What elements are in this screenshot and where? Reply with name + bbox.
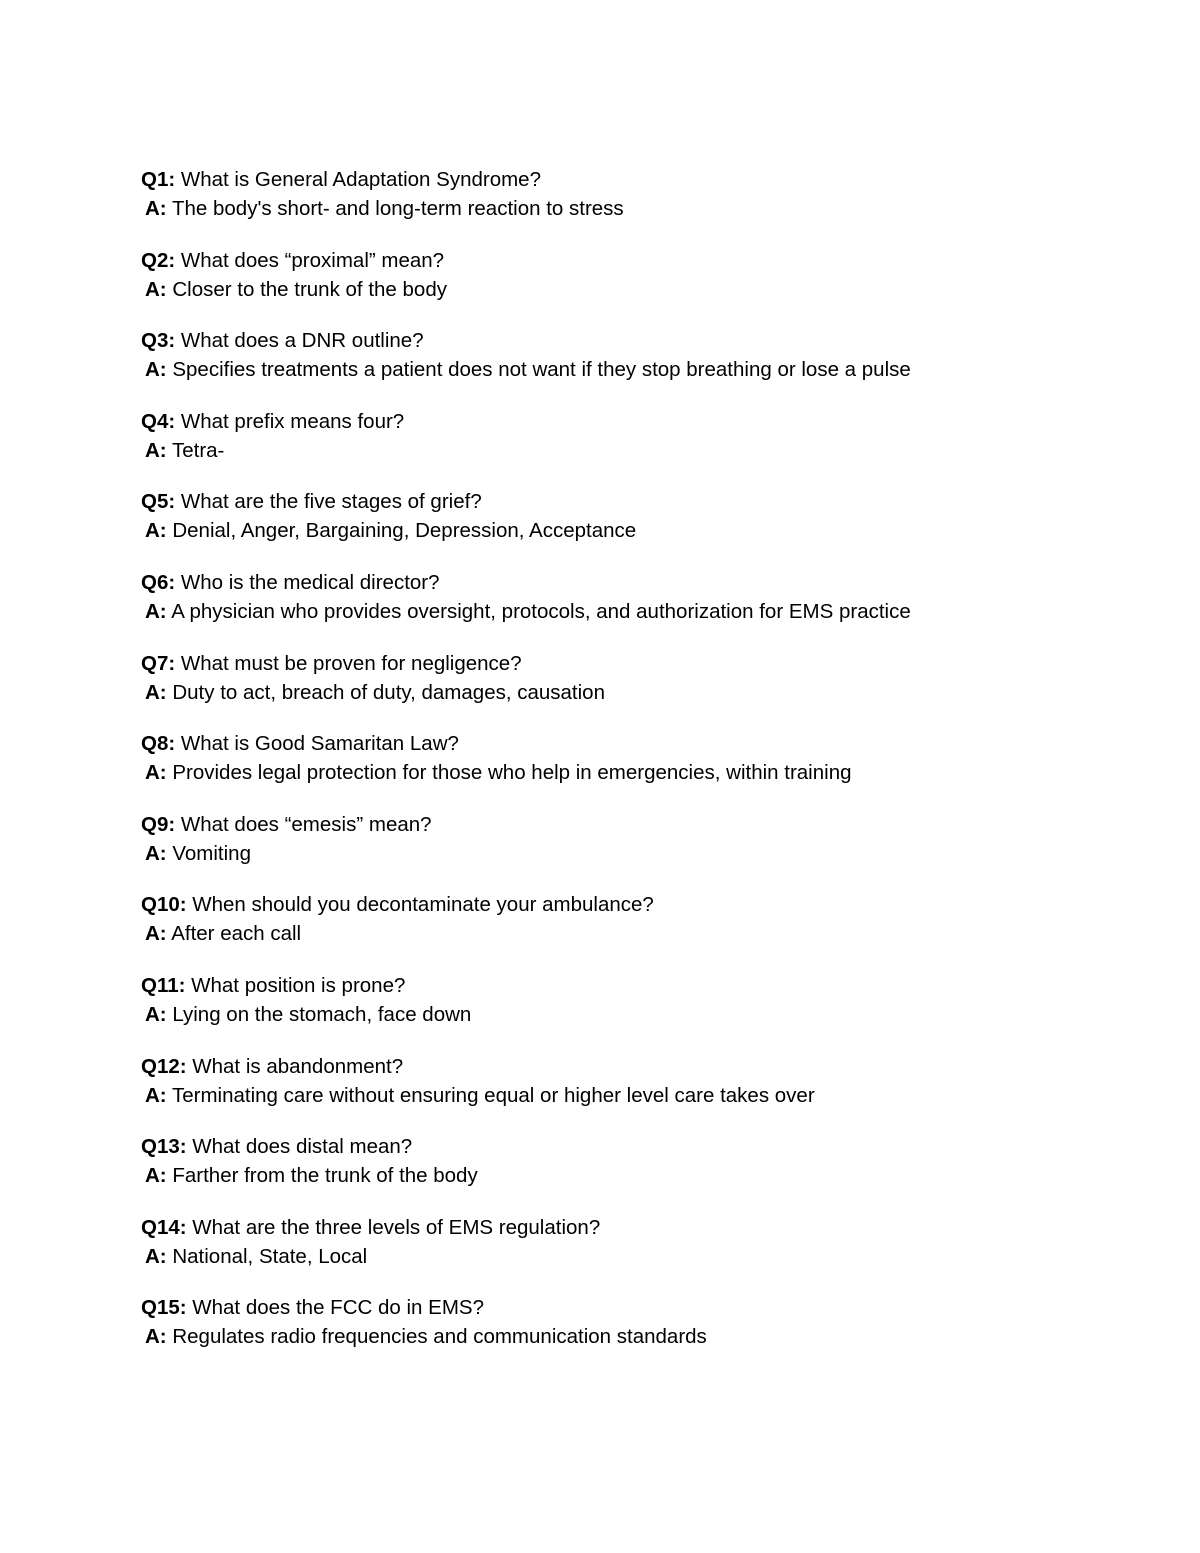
- question-label: Q2:: [141, 248, 176, 272]
- answer-text: Tetra-: [171, 438, 225, 462]
- question-text: What is abandonment?: [192, 1054, 404, 1078]
- question-text: What are the five stages of grief?: [180, 490, 482, 514]
- question-line: [141, 1132, 1041, 1161]
- qa-item: [141, 487, 1041, 568]
- question-line: [141, 810, 1041, 839]
- question-label: Q11:: [141, 973, 186, 997]
- question-text: What must be proven for negligence?: [180, 651, 522, 675]
- qa-list: [141, 165, 1041, 1374]
- answer-line: [141, 758, 1041, 787]
- answer-text: Terminating care without ensuring equal or higher level care takes over: [171, 1083, 815, 1107]
- question-text: What does a DNR outline?: [180, 329, 424, 353]
- question-text: Who is the medical director?: [180, 570, 440, 594]
- answer-label: A:: [145, 761, 167, 785]
- qa-item: [141, 1132, 1041, 1213]
- answer-text: Lying on the stomach, face down: [172, 1002, 472, 1026]
- question-text: What does distal mean?: [192, 1135, 413, 1159]
- question-text: What is Good Samaritan Law?: [180, 732, 459, 756]
- answer-line: [141, 1000, 1041, 1029]
- question-line: [141, 487, 1041, 516]
- qa-item: [141, 326, 1041, 407]
- question-line: [141, 326, 1041, 355]
- question-text: What does the FCC do in EMS?: [192, 1296, 484, 1320]
- answer-label: A:: [145, 1002, 167, 1026]
- answer-line: [141, 516, 1041, 545]
- answer-label: A:: [145, 197, 167, 220]
- answer-text: The body's short- and long-term reaction to stress: [171, 197, 624, 220]
- question-label: Q9:: [141, 812, 176, 836]
- question-label: Q8:: [141, 732, 176, 756]
- qa-item: [141, 246, 1041, 327]
- question-label: Q5:: [141, 490, 176, 514]
- question-label: Q6:: [141, 570, 176, 594]
- qa-item: [141, 407, 1041, 488]
- answer-line: [141, 1242, 1041, 1271]
- qa-item: [141, 1213, 1041, 1294]
- answer-label: A:: [145, 358, 167, 382]
- qa-item: [141, 568, 1041, 649]
- question-text: What is General Adaptation Syndrome?: [180, 168, 541, 191]
- question-label: Q10:: [141, 893, 187, 917]
- answer-label: A:: [145, 1244, 167, 1268]
- answer-label: A:: [145, 1164, 167, 1188]
- answer-line: [141, 1161, 1041, 1190]
- qa-item: [141, 810, 1041, 891]
- answer-text: Vomiting: [172, 841, 251, 865]
- question-label: Q7:: [141, 651, 176, 675]
- qa-item: [141, 971, 1041, 1052]
- qa-item: [141, 649, 1041, 730]
- question-label: Q4:: [141, 409, 176, 433]
- answer-label: A:: [145, 519, 167, 543]
- question-line: [141, 165, 1041, 194]
- question-label: Q3:: [141, 329, 176, 353]
- answer-label: A:: [145, 1083, 167, 1107]
- qa-item: [141, 729, 1041, 810]
- answer-line: [141, 597, 1041, 626]
- question-line: [141, 971, 1041, 1000]
- question-text: What prefix means four?: [180, 409, 405, 433]
- answer-label: A:: [145, 922, 167, 946]
- question-text: What does “emesis” mean?: [180, 812, 432, 836]
- question-line: [141, 1213, 1041, 1242]
- question-line: [141, 246, 1041, 275]
- answer-line: [141, 355, 1041, 384]
- question-line: [141, 890, 1041, 919]
- answer-text: Specifies treatments a patient does not want if they stop breathing or lose a pulse: [172, 358, 911, 382]
- answer-line: [141, 839, 1041, 868]
- answer-text: Provides legal protection for those who help in emergencies, within training: [172, 761, 852, 785]
- qa-item: [141, 165, 1041, 246]
- question-text: What position is prone?: [191, 973, 406, 997]
- answer-text: Closer to the trunk of the body: [172, 277, 447, 301]
- answer-text: Duty to act, breach of duty, damages, causation: [172, 680, 605, 704]
- answer-label: A:: [145, 599, 167, 623]
- question-label: Q14:: [141, 1215, 187, 1239]
- question-line: [141, 1293, 1041, 1322]
- question-line: [141, 407, 1041, 436]
- question-line: [141, 568, 1041, 597]
- question-text: What are the three levels of EMS regulation?: [192, 1215, 601, 1239]
- answer-line: [141, 1081, 1041, 1110]
- question-text: When should you decontaminate your ambulance?: [192, 893, 654, 917]
- question-label: Q1:: [141, 168, 176, 191]
- question-text: What does “proximal” mean?: [180, 248, 445, 272]
- qa-item: [141, 890, 1041, 971]
- answer-line: [141, 436, 1041, 465]
- question-label: Q12:: [141, 1054, 187, 1078]
- question-label: Q13:: [141, 1135, 187, 1159]
- answer-line: [141, 194, 1041, 223]
- qa-item: [141, 1052, 1041, 1133]
- answer-text: Regulates radio frequencies and communication standards: [172, 1325, 707, 1349]
- answer-line: [141, 678, 1041, 707]
- question-line: [141, 1052, 1041, 1081]
- answer-label: A:: [145, 1325, 167, 1349]
- answer-line: [141, 1322, 1041, 1351]
- answer-label: A:: [145, 277, 167, 301]
- answer-label: A:: [145, 841, 167, 865]
- answer-text: Denial, Anger, Bargaining, Depression, Acceptance: [172, 519, 637, 543]
- question-line: [141, 649, 1041, 678]
- qa-item: [141, 1293, 1041, 1374]
- answer-text: National, State, Local: [172, 1244, 368, 1268]
- answer-line: [141, 275, 1041, 304]
- answer-label: A:: [145, 438, 167, 462]
- answer-line: [141, 919, 1041, 948]
- answer-text: After each call: [171, 922, 302, 946]
- answer-label: A:: [145, 680, 167, 704]
- answer-text: Farther from the trunk of the body: [172, 1164, 478, 1188]
- question-label: Q15:: [141, 1296, 187, 1320]
- answer-text: A physician who provides oversight, protocols, and authorization for EMS practice: [171, 599, 911, 623]
- question-line: [141, 729, 1041, 758]
